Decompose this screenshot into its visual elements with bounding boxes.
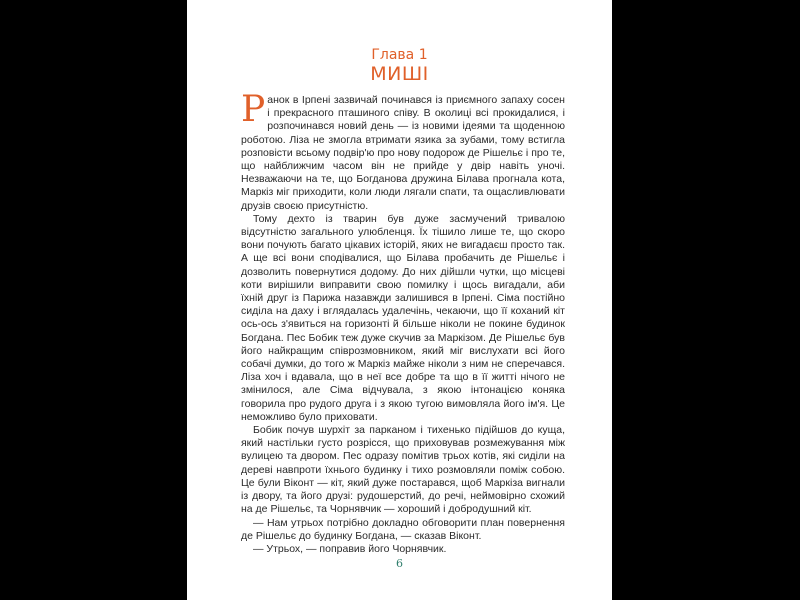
chapter-body	[241, 89, 565, 556]
chapter-title: МИШІ	[370, 63, 429, 85]
book-page	[187, 0, 612, 600]
drop-cap: Р	[241, 89, 266, 130]
paragraph	[241, 89, 565, 213]
chapter-label: Глава 1	[371, 47, 428, 63]
paragraph-text: анок в Ірпені зазвичай починався із приємного запаху сосен і прекрасного пташиного співу. В околиці всі прокидалися, і розпочинався новий день — із новими ідеями та щоденною роботою. Ліза не змогла втримати язика за зубами, тому встигла розповісти всьому подвір'ю про нову подорож де Рішельє і про те, що найближчим часом він не прийде у двір навіть уночі. Незважаючи на те, що Богданова дружина Білава прогнала кота, Маркіз міг приходити, коли люди лягали спати, та ощасливлювати друзів своєю присутністю.	[241, 94, 565, 212]
paragraph: — Нам утрьох потрібно докладно обговорити план повернення де Рішельє до будинку Богдана, — сказав Віконт.	[241, 516, 565, 542]
paragraph: Тому дехто із тварин був дуже засмучений тривалою відсутністю загального улюбленця. Їх тішило лише те, що скоро вони почують багато цікавих історій, яких не вигадаєш просто так. А ще всі вони сподівалися, що Білава пробачить де Рішельє і дозволить повернутися додому. До них дійшли чутки, що місцеві коти вирішили виправити свою помилку і щось вигадали, аби їхній друг із Парижа назавжди залишився в Ірпені. Сіма постійно сиділа на даху і вглядалась удалечінь, чекаючи, що її коханий кіт ось-ось з'явиться на горизонті й більше ніколи не покине будинок Богдана. Пес Бобик теж дуже скучив за Маркізом. Де Рішельє був його найкращим співрозмовником, який міг вислухати всі його собачі думки, до того ж Маркіз майже ніколи з ним не сперечався. Ліза хоч і вдавала, що в неї все добре та що в її житті нічого не змінилося, але Сіма відчувала, з якою інтонацією коняка говорила про рудого друга і з якою тугою вимовляла його ім'я. Це неможливо було приховати.	[241, 212, 565, 423]
paragraph: — Утрьох, — поправив його Чорнявчик.	[253, 542, 447, 555]
page-number: 6	[396, 557, 403, 570]
paragraph: Бобик почув шурхіт за парканом і тихенько підійшов до куща, який настільки густо розрісся, що приховував розмежування між вулицею та двором. Пес одразу помітив трьох котів, які сиділи на дереві навпроти їхнього будинку і тихо розмовляли поміж собою. Це були Віконт — кіт, який дуже постарався, щоб Маркіза вигнали із двору, та його друзі: рудошерстий, до речі, неймовірно схожий на де Рішельє, та Чорнявчик — хороший і добродушний кіт.	[241, 424, 565, 516]
